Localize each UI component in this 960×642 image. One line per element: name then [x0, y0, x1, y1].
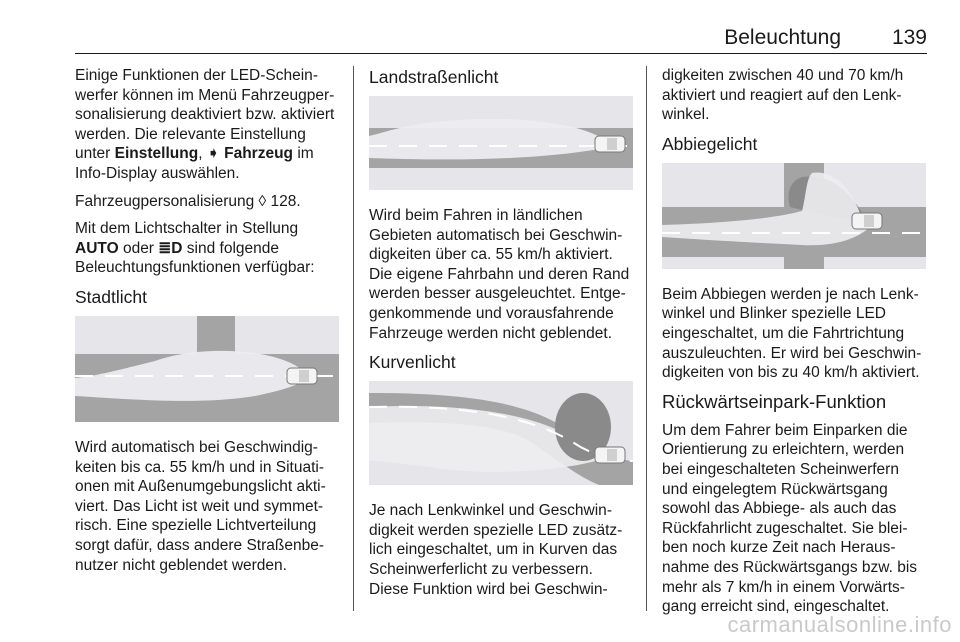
- auto-label: AUTO: [75, 239, 119, 257]
- page-number: 139: [891, 26, 927, 49]
- turning-light-illustration: [662, 163, 926, 269]
- intro-paragraph: Einige Funktionen der LED-Scheinwerfer können im Menü Fahrzeugpersonalisierung deaktiviert bzw. aktiviert werden. Die relevante Einstellung unter Einstellung, ➧ Fahrzeug im Info-Display auswählen.: [75, 67, 335, 182]
- chapter-title: Beleuchtung: [724, 26, 841, 49]
- column-1: [75, 66, 341, 583]
- country-light-illustration: [369, 96, 633, 190]
- column-divider-1: [353, 66, 354, 611]
- heading-abbiegelicht: Abbiegelicht: [662, 133, 758, 154]
- page-reference: ◊ 128.: [258, 192, 301, 210]
- header-rule: [75, 53, 927, 54]
- paragraph-abbiegelicht: Beim Abbiegen werden je nach Lenkwinkel und Blinker spezielle LED eingeschaltet, um die Fahrtrichtung auszuleuchten. Er wird bei Geschwindigkeiten von bis zu 40 km/h aktiviert.: [662, 285, 922, 382]
- paragraph-landstrassenlicht: Wird beim Fahren in ländlichen Gebieten automatisch bei Geschwindigkeiten über ca. 55 km/h aktiviert. Die eigene Fahrbahn und deren Rand werden besser ausgeleuchtet. Entgegenkommende und vorausfahrende Fahrzeuge werden nicht geblendet.: [369, 207, 630, 342]
- heading-stadtlicht: Stadtlicht: [75, 286, 147, 307]
- watermark: carmanualsonline.info: [727, 612, 952, 637]
- city-light-illustration: [75, 316, 339, 422]
- menu-vehicle-label: Fahrzeug: [224, 145, 294, 163]
- paragraph-kurvenlicht-continued: digkeiten zwischen 40 und 70 km/h aktiviert und reagiert auf den Lenkwinkel.: [662, 67, 904, 124]
- heading-rueckwaertseinpark: Rückwärtseinpark-Funktion: [662, 390, 887, 412]
- paragraph-rueckwaertseinpark: Um dem Fahrer beim Einparken die Orientierung zu erleichtern, werden bei eingeschalteten Scheinwerfern und eingelegtem Rückwärtsgang sowohl das Abbiege- als auch das Rückfahrlicht zugeschaltet. Sie bleiben noch kurze Zeit nach Herausnahme des Rückwärtsgangs bzw. bis mehr als 7 km/h in einem Vorwärtsgang erreicht sind, eingeschaltet.: [662, 421, 918, 616]
- column-3: [662, 66, 928, 625]
- curve-light-illustration: [369, 381, 633, 485]
- paragraph-stadtlicht: Wird automatisch bei Geschwindigkeiten bis ca. 55 km/h und in Situationen mit Außenumgebungslicht aktiviert. Das Licht ist weit und symmetrisch. Eine spezielle Lichtverteilung sorgt dafür, dass andere Straßenbenutzer nicht geblendet werden.: [75, 438, 326, 574]
- switch-paragraph: Mit dem Lichtschalter in Stellung AUTO oder ≣D sind folgende Beleuchtungsfunktionen verfügbar:: [75, 220, 315, 277]
- menu-settings-label: Einstellung: [114, 145, 199, 163]
- column-2: [369, 66, 633, 607]
- low-beam-icon: ≣D: [158, 239, 183, 257]
- page-header: [75, 26, 927, 52]
- paragraph-kurvenlicht: Je nach Lenkwinkel und Geschwindigkeit werden spezielle LED zusätzlich eingeschaltet, um in Kurven das Scheinwerferlicht zu verbessern. Diese Funktion wird bei Geschwin-: [369, 502, 623, 598]
- cross-reference: Fahrzeugpersonalisierung ◊ 128.: [75, 192, 301, 210]
- arrow-icon: ➧: [206, 145, 220, 163]
- column-divider-2: [646, 66, 647, 611]
- heading-landstrassenlicht: Landstraßenlicht: [369, 67, 499, 87]
- heading-kurvenlicht: Kurvenlicht: [369, 352, 456, 373]
